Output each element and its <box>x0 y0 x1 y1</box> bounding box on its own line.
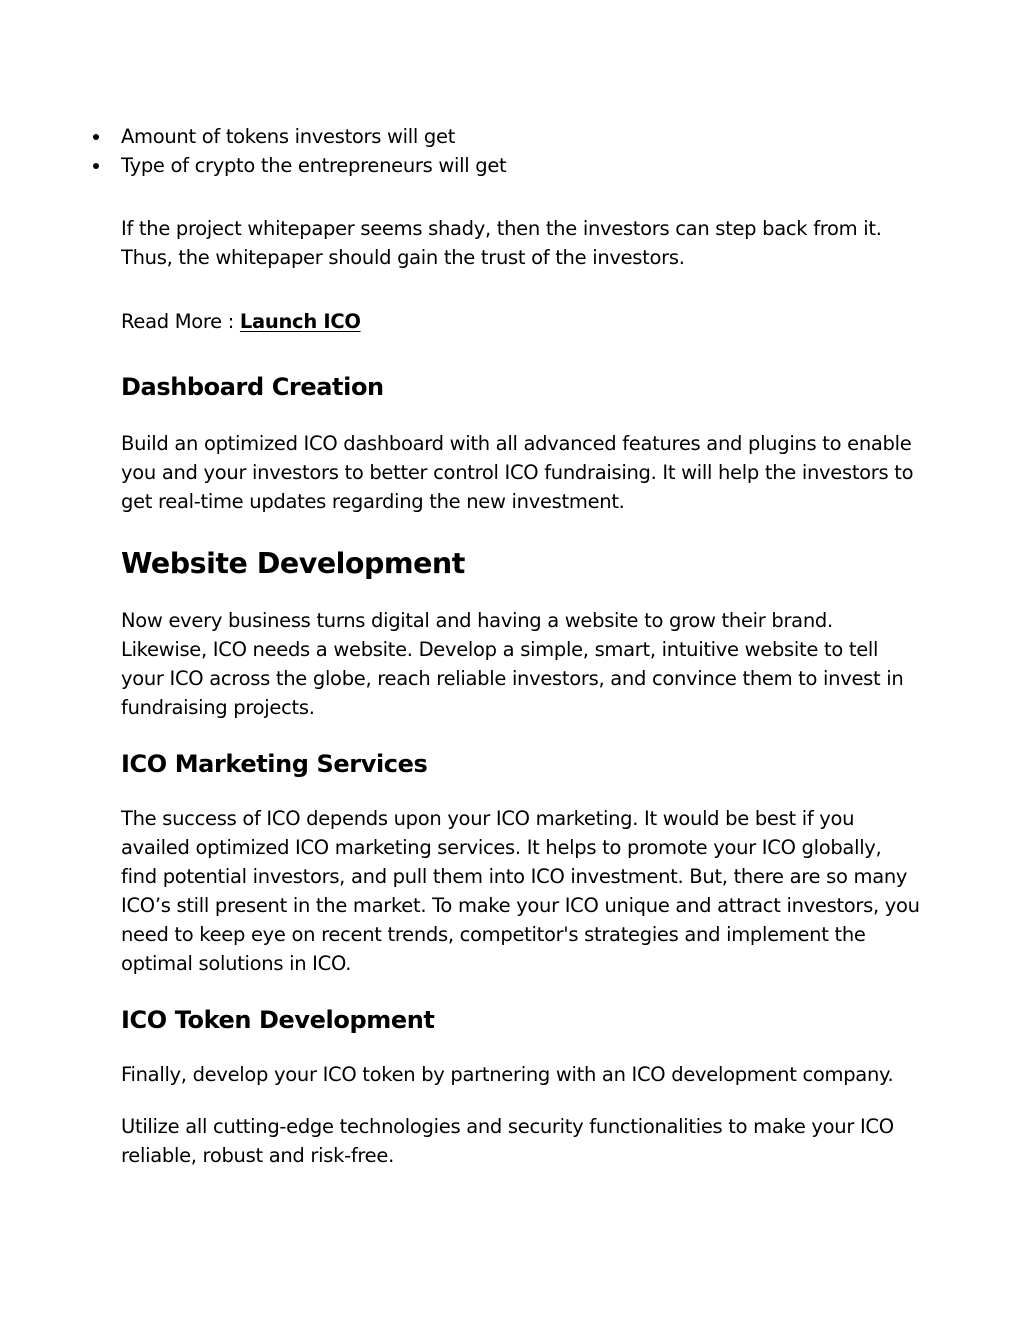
bullet-icon <box>93 134 99 140</box>
bullet-text: Type of crypto the entrepreneurs will get <box>121 154 507 177</box>
dashboard-creation-heading: Dashboard Creation <box>121 373 384 401</box>
bullet-text: Amount of tokens investors will get <box>121 125 456 148</box>
document-page <box>121 122 921 1170</box>
ico-token-heading: ICO Token Development <box>121 1006 435 1034</box>
ico-token-paragraph-2: Utilize all cutting-edge technologies and security functionalities to make your ICO reliable, robust and risk-free. <box>121 1115 894 1167</box>
website-development-heading: Website Development <box>121 547 465 580</box>
ico-token-paragraph-1: Finally, develop your ICO token by partnering with an ICO development company. <box>121 1063 894 1086</box>
bullet-icon <box>93 163 99 169</box>
list-item <box>121 122 921 151</box>
dashboard-creation-paragraph: Build an optimized ICO dashboard with all advanced features and plugins to enable you and your investors to better control ICO fundraising. It will help the investors to get real-time updates regarding the new investment. <box>121 432 914 513</box>
list-item <box>121 151 921 180</box>
intro-paragraph: If the project whitepaper seems shady, then the investors can step back from it. Thus, the whitepaper should gain the trust of the investors. <box>121 217 882 269</box>
read-more-line <box>121 307 921 336</box>
bullet-list <box>121 122 921 180</box>
read-more-prefix: Read More : <box>121 310 240 333</box>
launch-ico-link[interactable]: Launch ICO <box>239 310 361 333</box>
website-development-paragraph: Now every business turns digital and having a website to grow their brand. Likewise, ICO needs a website. Develop a simple, smart, intuitive website to tell your ICO across the globe, reach reliable investors, and convince them to invest in fundraising projects. <box>121 609 904 719</box>
ico-marketing-heading: ICO Marketing Services <box>121 750 428 778</box>
ico-marketing-paragraph: The success of ICO depends upon your ICO marketing. It would be best if you availed optimized ICO marketing services. It helps to promote your ICO globally, find potential investors, and pull them into ICO investment. But, there are so many ICO’s still present in the market. To make your ICO unique and attract investors, you need to keep eye on recent trends, competitor's strategies and implement the optimal solutions in ICO. <box>121 807 920 975</box>
